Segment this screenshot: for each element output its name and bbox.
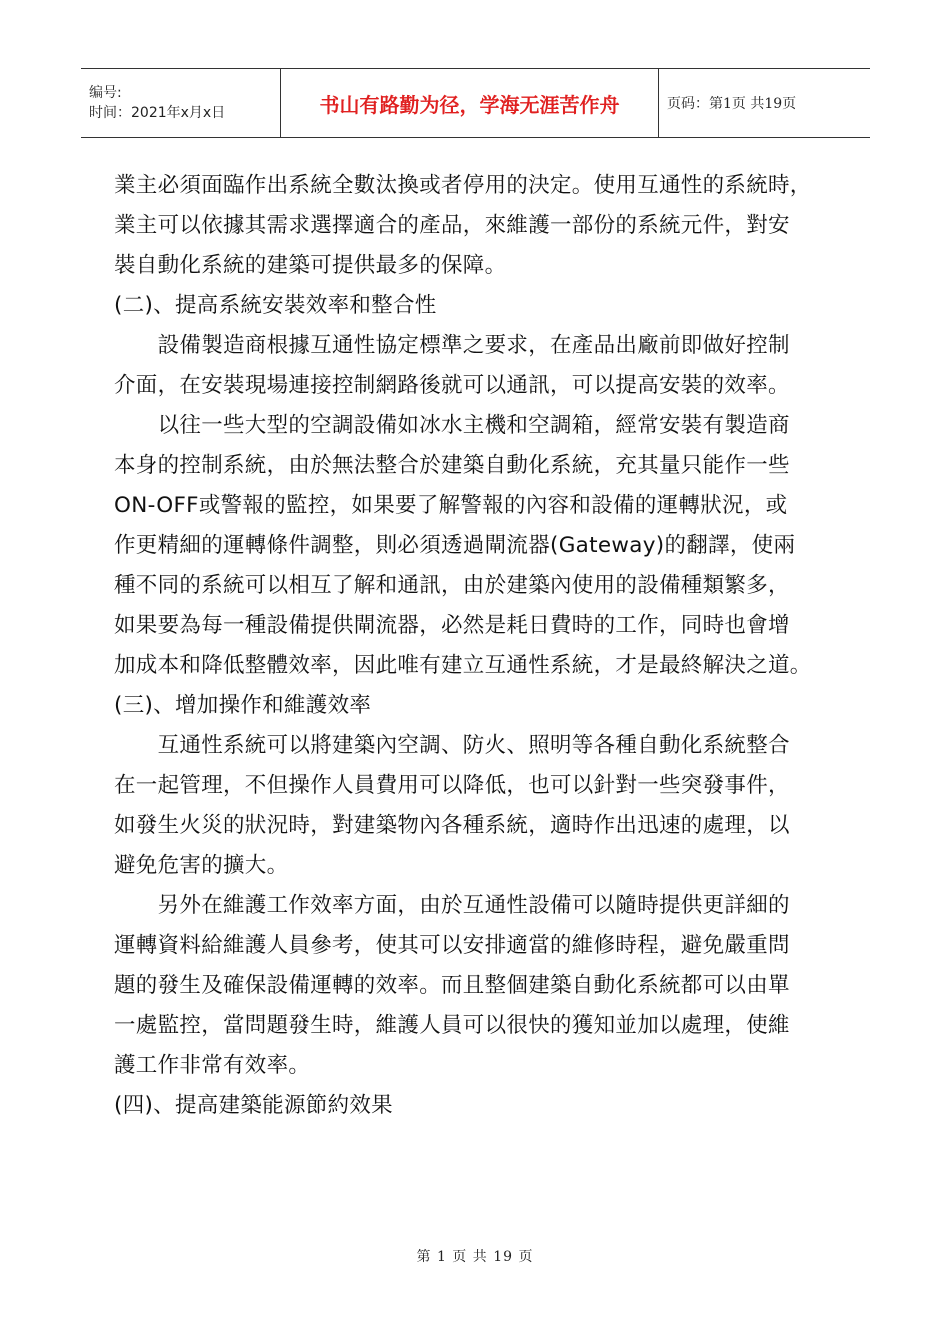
body-line: 護工作非常有效率。 (114, 1053, 311, 1078)
body-line: 一處監控，當問題發生時，維護人員可以很快的獲知並加以處理，使維 (114, 1013, 790, 1038)
header-page-info (659, 69, 870, 137)
body-line: 題的發生及確保設備運轉的效率。而且整個建築自動化系統都可以由單 (114, 973, 790, 998)
body-line: 互通性系統可以將建築內空調、防火、照明等各種自動化系統整合 (114, 733, 790, 758)
body-line: 作更精細的運轉條件調整，則必須透過閘流器(Gateway)的翻譯，使兩 (114, 533, 796, 558)
section-heading: (二)、提高系統安裝效率和整合性 (114, 293, 437, 318)
body-line: 運轉資料給維護人員參考，使其可以安排適當的維修時程，避免嚴重問 (114, 933, 790, 958)
body-line: 本身的控制系統，由於無法整合於建築自動化系統，充其量只能作一些 (114, 453, 790, 478)
body-line: 在一起管理，不但操作人員費用可以降低，也可以針對一些突發事件， (114, 773, 790, 798)
body-line: 如發生火災的狀況時，對建築物內各種系統，適時作出迅速的處理，以 (114, 813, 790, 838)
header-motto (281, 69, 659, 137)
motto-text: 书山有路勤为径，学海无涯苦作舟 (319, 92, 620, 117)
body-line: 介面，在安裝現場連接控制網路後就可以通訊，可以提高安裝的效率。 (114, 373, 790, 398)
body-line: 業主必須面臨作出系統全數汰換或者停用的決定。使用互通性的系統時， (114, 173, 812, 198)
body-line: 避免危害的擴大。 (114, 853, 289, 878)
body-line: 加成本和降低整體效率，因此唯有建立互通性系統，才是最終解決之道。 (114, 653, 812, 678)
body-line: 裝自動化系統的建築可提供最多的保障。 (114, 253, 507, 278)
page-header (81, 68, 870, 138)
footer-page-number: 第 1 页 共 19 页 (416, 1249, 534, 1265)
body-line: 如果要為每一種設備提供閘流器，必然是耗日費時的工作，同時也會增 (114, 613, 790, 638)
body-line: 以往一些大型的空調設備如冰水主機和空調箱，經常安裝有製造商 (114, 413, 790, 438)
section-heading: (三)、增加操作和維護效率 (114, 693, 372, 718)
section-heading: (四)、提高建築能源節約效果 (114, 1093, 393, 1118)
document-time: 时间：2021年x月x日 (89, 105, 226, 121)
body-line: 種不同的系統可以相互了解和通訊，由於建築內使用的設備種類繁多， (114, 573, 790, 598)
header-meta (81, 69, 281, 137)
body-line: 設備製造商根據互通性協定標準之要求，在產品出廠前即做好控制 (114, 333, 790, 358)
document-number: 编号: (89, 85, 122, 101)
page-info-text: 页码：第1页 共19页 (667, 96, 797, 112)
body-line: 業主可以依據其需求選擇適合的產品，來維護一部份的系統元件，對安 (114, 213, 790, 238)
document-body (114, 166, 839, 1126)
page-footer (0, 1246, 950, 1266)
body-line: ON-OFF或警報的監控，如果要了解警報的內容和設備的運轉狀況，或 (114, 493, 788, 518)
body-line: 另外在維護工作效率方面，由於互通性設備可以隨時提供更詳細的 (114, 893, 790, 918)
